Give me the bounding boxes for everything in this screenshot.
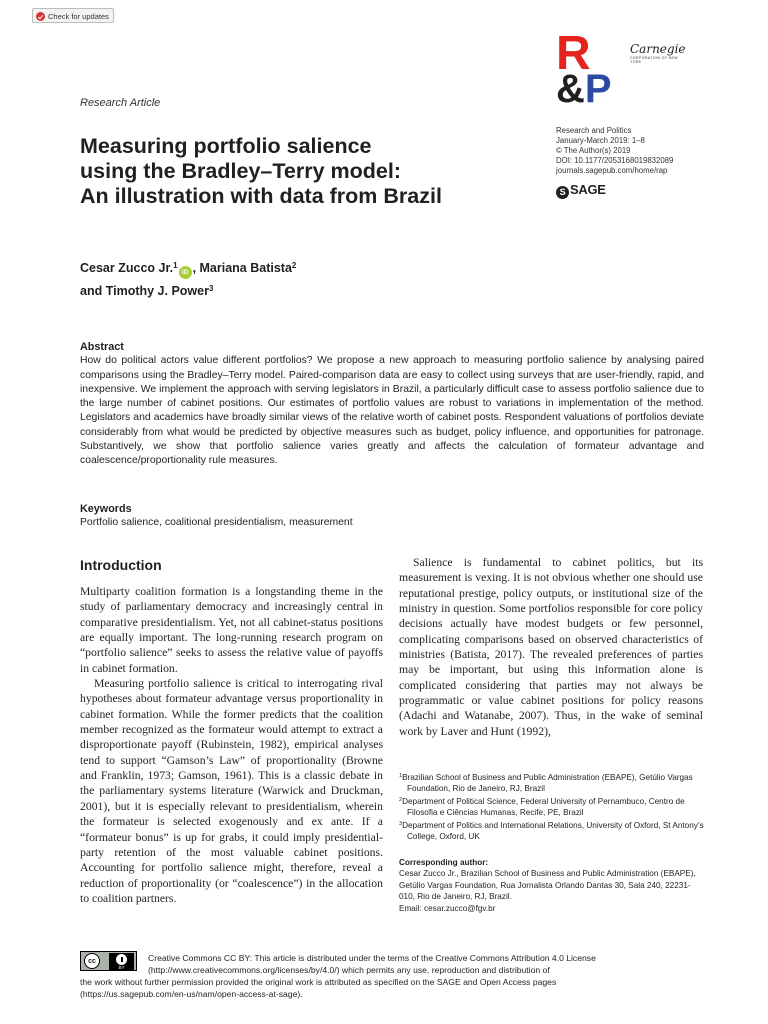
corresponding-author — [399, 857, 705, 914]
corresponding-heading: Corresponding author: — [399, 858, 489, 867]
journal-issue: January-March 2019: 1–8 — [556, 136, 645, 145]
license-text: Creative Commons CC BY: This article is distributed under the terms of the Creative Commons Attribution 4.0 License (http://www.creativecommons.org/licenses/by/4.0/) which permits any use, reproduction and distribution of the work without further permission provided the original work is attributed as specified on the SAGE and Open Access pages (https://us.sagepub.com/en-us/nam/open-access-at-sage). — [80, 953, 596, 1000]
paragraph: Measuring portfolio salience is critical to interrogating rival hypotheses about formateur advantage versus proportionality in cabinet formation. While the former predicts that the coalition member recognized as the formateur would attempt to extract a disproportionate payoff (Rubinstein, 1982), empirical analyses tend to support “Gamson’s Law” of proportionality (Browne and Franklin, 1973; Gamson, 1961). This is a classic debate in the parliamentary systems literature (Warwick and Druckman, 2001), but it is especially relevant to presidentialism, wherein the formateur is selected exogenously and ex ante. If a “formateur bonus” is up for grabs, it could imply presidential-party retention of the most valuable cabinet positions. Accounting for portfolio salience might, therefore, reveal a reduction of proportionality (or “coalescence”) in the allocation to coalition partners. — [80, 677, 383, 905]
author-1: Cesar Zucco Jr. — [80, 261, 174, 275]
paragraph: Multiparty coalition formation is a longstanding theme in the study of parliamentary democracy and increasingly central in comparative presidentialism. Yet, not all cabinet-status positions are equally important. The long-running research program on “portfolio salience” seeks to assess the relative value of payoffs in cabinet formation. — [80, 585, 383, 675]
author-2: , Mariana Batista — [192, 261, 292, 275]
check-for-updates-label: Check for updates — [48, 12, 109, 21]
logo-r: R — [556, 27, 591, 80]
corresponding-email-link[interactable]: Email: cesar.zucco@fgv.br — [399, 903, 496, 913]
journal-info — [556, 126, 756, 176]
article-type: Research Article — [80, 97, 161, 109]
abstract — [80, 340, 704, 469]
abstract-text: How do political actors value different portfolios? We propose a new approach to measuring portfolio salience by analysing paired comparisons using the Bradley–Terry model. Paired-comparison data are easy to collect using surveys that are user-friendly, rapid, and inexpensive. We implement the approach with serving legislators in Brazil, a particularly difficult case to assess portfolio salience due to the large number of cabinet positions. Our estimates of portfolio values are robust to variations in implementation of the method. Legislators and academics have broadly similar views of the relative worth of cabinet posts. Respondent valuations of portfolios deviate considerably from what would be predicted by objective measures such as budget, policy influence, and opportunities for patronage. Substantively, we show that portfolio salience varies greatly and affects the calculation of formateur advantage and coalescence/proportionality rule measures. — [80, 355, 704, 467]
keywords — [80, 502, 704, 531]
carnegie-logo: Carnegie CORPORATION OF NEW YORK — [630, 42, 686, 64]
section-heading-introduction: Introduction — [80, 557, 162, 573]
journal-name: Research and Politics — [556, 126, 632, 135]
body-column-left — [80, 584, 383, 906]
body-column-right — [399, 555, 703, 739]
affiliation-3: $^3$Department of Politics and International Relations, University of Oxford, St Antony’s College, Oxford, UK — [399, 820, 704, 842]
by-icon: BY — [109, 953, 134, 970]
journal-url-link[interactable]: journals.sagepub.com/home/rap — [556, 166, 668, 175]
check-icon — [36, 12, 45, 21]
affiliations — [399, 771, 705, 842]
doi: DOI: 10.1177/2053168019832089 — [556, 156, 674, 165]
journal-logo — [556, 27, 626, 111]
copyright: © The Author(s) 2019 — [556, 146, 631, 155]
abstract-heading: Abstract — [80, 341, 124, 353]
author-3: and Timothy J. Power — [80, 284, 209, 298]
keywords-heading: Keywords — [80, 503, 132, 515]
sage-s-icon: S — [556, 186, 569, 199]
orcid-icon[interactable]: iD — [179, 266, 192, 279]
keywords-text: Portfolio salience, coalitional presidentialism, measurement — [80, 517, 353, 529]
sage-logo: S SAGE — [556, 182, 606, 199]
logo-amp-p: &P — [556, 67, 612, 111]
corresponding-text: Cesar Zucco Jr., Brazilian School of Business and Public Administration (EBAPE), Getúlio Vargas Foundation, Rua Jornalista Orlando Dantas 30, Sala 240, 22231-010, Rio de Janeiro, RJ, Brazil. — [399, 869, 696, 902]
authors: Cesar Zucco Jr.$^1$iD , Mariana Batista$^2$ and Timothy J. Power$^3$ — [80, 261, 297, 298]
article-title: Measuring portfolio salience using the Bradley–Terry model: An illustration with data from Brazil — [80, 134, 442, 208]
cc-icon: cc — [84, 953, 100, 969]
check-for-updates-button[interactable] — [32, 8, 114, 23]
paragraph: Salience is fundamental to cabinet politics, but its measurement is vexing. It is not obvious whether one should use reputational prestige, policy outputs, or institutional size of the ministry in question. Some portfolios responsible for core policy decisions actually have modest budgets or few personnel, complicating comparisons based on observed characteristics of ministries (Batista, 2017). The revealed preferences of parties may be important, but using this information alone is complicated considering that parties may not always be programmatic or value cabinet positions for policy reasons (Adachi and Watanabe, 2007). Thus, in the wake of seminal work by Laver and Hunt (1992), — [399, 556, 703, 738]
affiliation-1: $^1$Brazilian School of Business and Public Administration (EBAPE), Getúlio Vargas Foundation, Rio de Janeiro, RJ, Brazil — [399, 773, 693, 794]
affiliation-2: $^2$Department of Political Science, Federal University of Pernambuco, Centro de Filosofia e Ciências Humanas, Recife, PE, Brazil — [399, 796, 685, 818]
